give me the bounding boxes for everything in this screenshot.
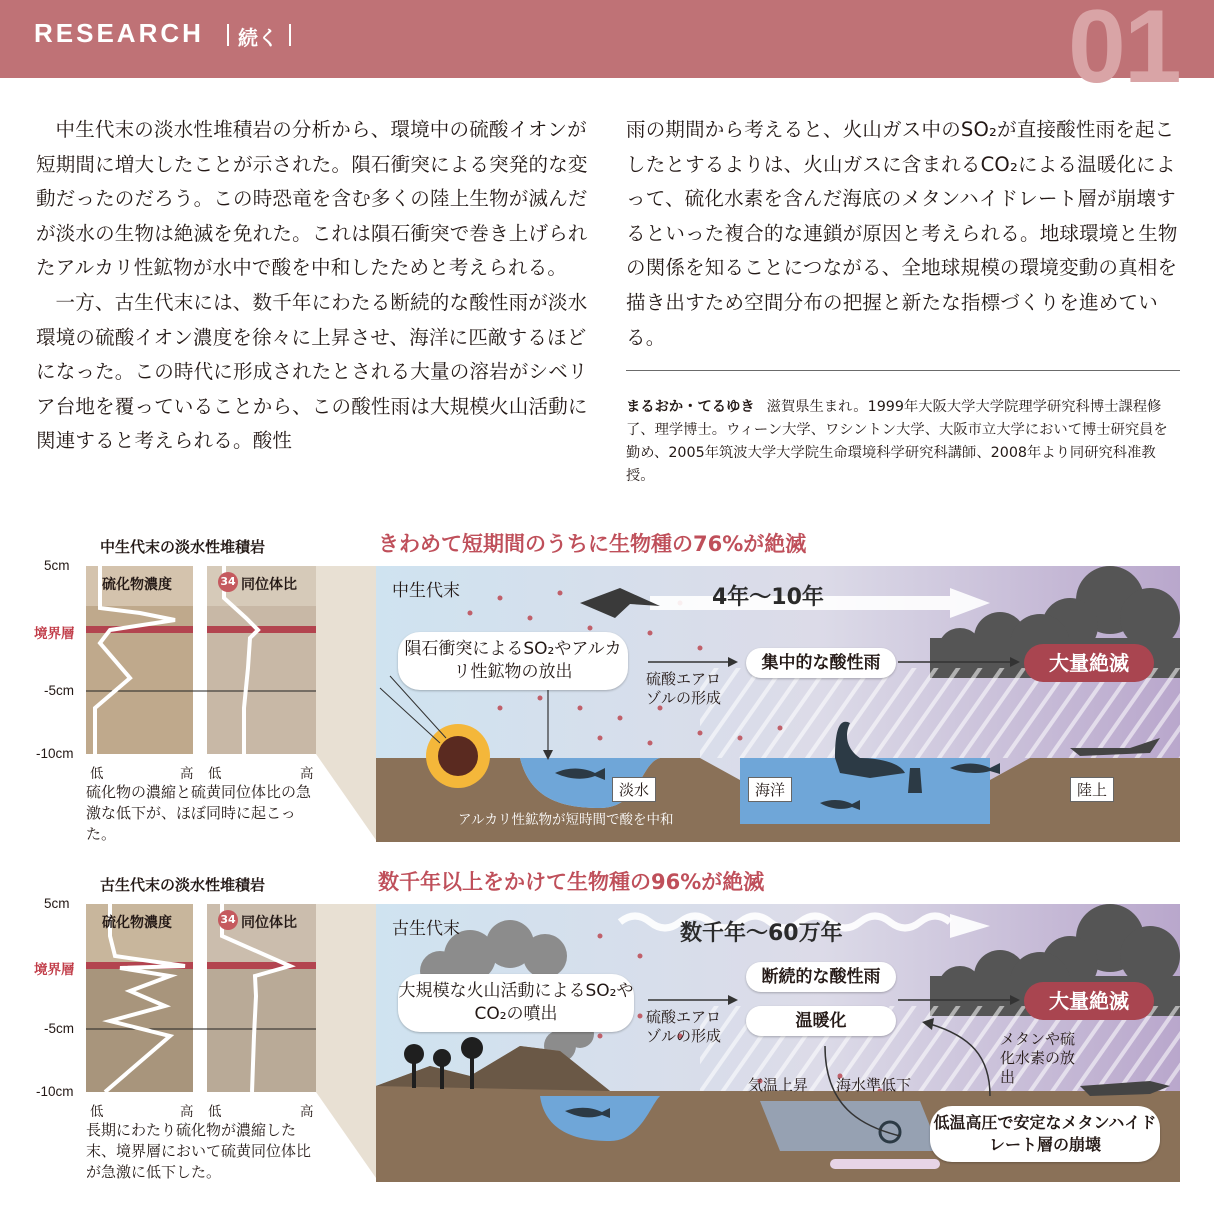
figure2-title: 数千年以上をかけて生物種の96%が絶滅	[378, 870, 765, 894]
aerosol-label: 硫酸エアロゾルの形成	[646, 670, 722, 707]
connector	[316, 904, 376, 1178]
axis-high-label: 高	[180, 766, 194, 782]
column-label-sulfide: 硫化物濃度	[102, 915, 172, 931]
connector	[316, 566, 376, 840]
axis-high-label: 高	[180, 1104, 194, 1120]
column-label-isotope: 同位体比	[241, 577, 297, 593]
squid-icon	[908, 768, 922, 793]
boundary-label: 境界層	[34, 626, 75, 641]
y-label: -10cm	[36, 1084, 74, 1099]
axis-high-label: 高	[300, 766, 314, 782]
boundary-layer	[207, 626, 316, 633]
cause-bubble: 隕石衝突によるSO₂やアルカリ性鉱物の放出	[398, 632, 628, 690]
paragraph: 中生代末の淡水性堆積岩の分析から、環境中の硫酸イオンが短期間に増大したことが示された。隕石衝突による突発的な変動だったのだろう。この時恐竜を含む多くの陸上生物が滅んだが淡水の生物は絶滅を免れた。これは隕石衝突で巻き上げられたアルカリ性鉱物が水中で酸を中和したためと考えられる。	[36, 118, 588, 280]
separator	[227, 24, 229, 46]
extinction-pill: 大量絶滅	[1024, 644, 1154, 682]
body-column-right	[626, 113, 1182, 355]
aerosol-label: 硫酸エアロゾルの形成	[646, 1008, 722, 1045]
cause-bubble: 大規模な火山活動によるSO₂やCO₂の噴出	[398, 974, 634, 1032]
meteor-impact-icon	[426, 724, 490, 788]
hydrate-collapse-bubble: 低温高圧で安定なメタンハイドレート層の崩壊	[930, 1106, 1160, 1162]
divider	[626, 370, 1180, 371]
axis-low-label: 低	[90, 1104, 104, 1120]
boundary-layer	[207, 962, 316, 969]
duration-label: 4年〜10年	[712, 585, 824, 610]
era-label: 古生代末	[392, 919, 460, 939]
chart1-title: 中生代末の淡水性堆積岩	[100, 538, 266, 556]
land-tag: 陸上	[1070, 777, 1114, 802]
methane-hydrate-layer	[830, 1159, 940, 1169]
section-label: RESEARCH	[34, 18, 204, 48]
shallow-sea	[760, 1101, 940, 1151]
axis-low-label: 低	[90, 766, 104, 782]
paragraph: 一方、古生代末には、数千年にわたる断続的な酸性雨が淡水環境の硫酸イオン濃度を徐々に上昇させ、海洋に匹敵するほどになった。この時代に形成されたとされる大量の溶岩がシベリア台地を覆っていることから、この酸性雨は大規模火山活動に関連すると考えられる。酸性	[36, 290, 588, 453]
separator	[289, 24, 291, 46]
duration-label: 数千年〜60万年	[680, 921, 843, 946]
paragraph: 雨の期間から考えると、火山ガス中のSO₂が直接酸性雨を起こしたとするよりは、火山ガスに含まれるCO₂による温暖化によって、硫化水素を含んだ海底のメタンハイドレート層が崩壊するといった複合的な連鎖が原因と考えられる。地球環境と生物の関係を知ることにつながる、全地球規模の環境変動の真相を描き出すため空間分布の把握と新たな指標づくりを進めている。	[626, 118, 1178, 349]
author-name: まるおか・てるゆき	[626, 399, 755, 415]
figure2	[0, 896, 1214, 1186]
temp-rise-label: 気温上昇	[748, 1076, 809, 1094]
chart1-caption: 硫化物の濃縮と硫黄同位体比の急激な低下が、ほぼ同時に起こった。	[86, 783, 312, 843]
neutralize-label: アルカリ性鉱物が短時間で酸を中和	[458, 812, 674, 828]
era-label: 中生代末	[392, 581, 460, 601]
y-label: 5cm	[44, 558, 70, 573]
ocean-tag: 海洋	[748, 777, 792, 802]
axis-low-label: 低	[208, 766, 222, 782]
rain-bubble: 断続的な酸性雨	[746, 962, 896, 992]
continued-label: 続く	[238, 26, 278, 50]
axis-high-label: 高	[300, 1104, 314, 1120]
author-bio: 滋賀県生まれ。1999年大阪大学大学院理学研究科博士課程修了、理学博士。ウィーン大学、ワシントン大学、大阪市立大学において博士研究員を勤め、2005年筑波大学大学院生命環境科学研究科講師、2008年より同研究科准教授。	[626, 399, 1168, 484]
y-label: 5cm	[44, 896, 70, 911]
methane-release-label: メタンや硫化水素の放出	[1000, 1030, 1076, 1086]
body-column-left	[36, 113, 596, 459]
chart2-caption: 長期にわたり硫化物が濃縮した末、境界層において硫黄同位体比が急激に低下した。	[86, 1121, 312, 1181]
freshwater-tag: 淡水	[612, 777, 656, 802]
figure1-title: きわめて短期間のうちに生物種の76%が絶滅	[378, 532, 807, 556]
y-label: -5cm	[44, 683, 74, 698]
figure1	[0, 558, 1214, 848]
column-label-isotope: 同位体比	[241, 915, 297, 931]
y-label: -5cm	[44, 1021, 74, 1036]
axis-low-label: 低	[208, 1104, 222, 1120]
isotope-badge: 34	[218, 910, 238, 930]
author-profile	[626, 396, 1182, 488]
page-number: 01	[1068, 0, 1180, 105]
warming-bubble: 温暖化	[746, 1006, 896, 1036]
isotope-badge: 34	[218, 572, 238, 592]
chart2-title: 古生代末の淡水性堆積岩	[100, 876, 266, 894]
extinction-pill: 大量絶滅	[1024, 982, 1154, 1020]
boundary-label: 境界層	[34, 962, 75, 977]
sea-level-label: 海水準低下	[836, 1076, 912, 1094]
y-label: -10cm	[36, 746, 74, 761]
rain-bubble: 集中的な酸性雨	[746, 648, 896, 678]
column-label-sulfide: 硫化物濃度	[102, 577, 172, 593]
